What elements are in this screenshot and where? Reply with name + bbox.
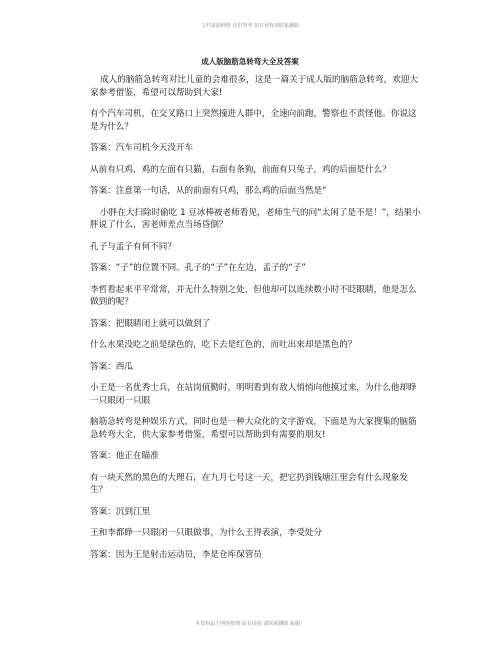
header-note: 文档来源网络 仅供参考 如有侵权请联系删除 xyxy=(200,23,300,29)
paragraph: 王和李都睁一只眼闭一只眼做事，为什么王得表演，李受处分 xyxy=(90,528,323,538)
paragraph: 孔子与孟子有何不同？ xyxy=(90,241,176,252)
answer-paragraph: 答案：注意第一句话，从的前面有只鸡，那么鸡的后面当然是“ xyxy=(90,186,327,196)
answer-paragraph: 答案：他正在瞄准 xyxy=(90,451,159,461)
answer-paragraph: 答案：“子”的位置不同。孔子的“子”在左边，孟子的“子” xyxy=(90,263,306,273)
paragraph: 小胖在大扫除时偷吃 1 豆冰棒被老师看见，老师生气的问“太闲了是不是！”，结果小胖说了什么，害老师差点当场昏倒？ xyxy=(90,207,421,230)
paragraph: 小王是一名优秀士兵，在站岗值勤时，明明看到有敌人悄悄向他摸过来，为什么他却睁一只眼闭一只眼 xyxy=(90,383,417,406)
answer-paragraph: 答案：汽车司机今天没开车 xyxy=(90,143,194,153)
document-body xyxy=(90,74,422,570)
paragraph: 成人的脑筋急转弯对比儿童的会难很多，这是一篇关于成人版的脑筋急转弯，欢迎大家参考借鉴，希望可以帮助到大家! xyxy=(90,75,418,98)
paragraph: 什么水果没吃之前是绿色的，吃下去是红色的，而吐出来却是黑色的？ xyxy=(90,340,357,350)
answer-paragraph: 答案：把眼睛闭上就可以做到了 xyxy=(90,318,211,329)
answer-paragraph: 答案：因为王是射击运动员，李是仓库保管员 xyxy=(90,549,262,560)
answer-paragraph: 答案：沉到江里 xyxy=(90,506,151,517)
footer-note: 本资料属于网络整理 如有侵权 请联系删除 谢谢！ xyxy=(195,621,305,627)
paragraph: 有个汽车司机，在交叉路口上突然撞进人群中，全速向前跑，警察也不责怪他。你说这是为什么？ xyxy=(90,109,417,132)
paragraph: 脑筋急转弯是种娱乐方式，同时也是一种大众化的文字游戏，下面是为大家搜集的脑筋急转弯大全，供大家参考借鉴，希望可以帮助到有需要的朋友! xyxy=(90,417,417,440)
paragraph: 有一块天然的黑色的大理石，在九月七号这一天，把它扔到钱塘江里会有什么现象发生？ xyxy=(90,472,408,495)
paragraph: 从前有只鸡，鸡的左面有只猫，右面有条狗，前面有只兔子，鸡的后面是什么？ xyxy=(90,164,391,175)
answer-paragraph: 答案：西瓜 xyxy=(90,361,133,372)
document-title: 成人版脑筋急转弯大全及答案 xyxy=(201,57,299,66)
paragraph: 李哲看起来平平常常，并无什么特别之处，但他却可以连续数小时不眨眼睛，他是怎么做到的呢？ xyxy=(90,284,417,307)
